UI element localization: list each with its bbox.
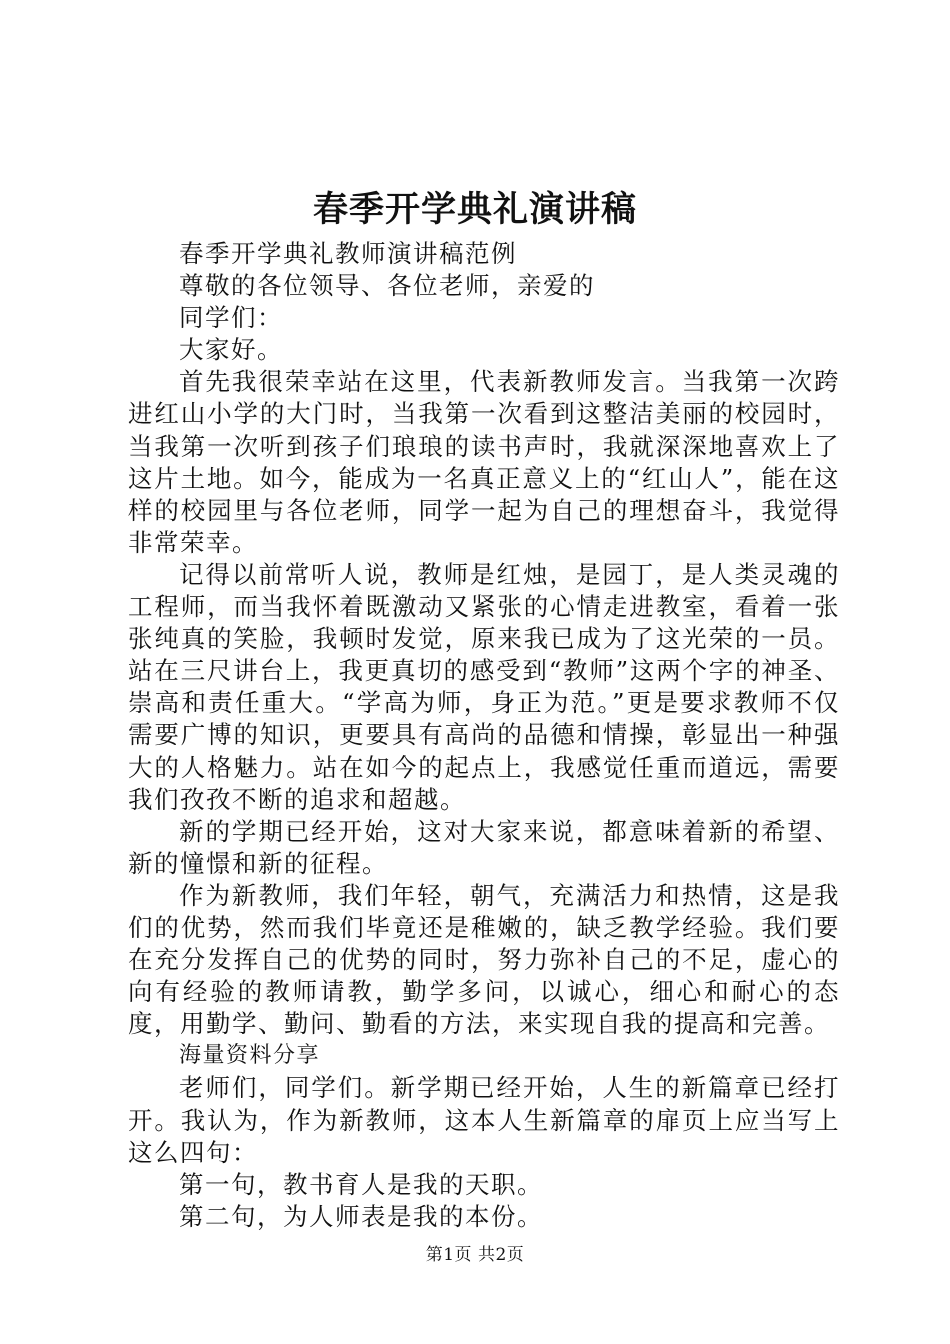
- page-footer: 第1页 共2页: [425, 1245, 525, 1265]
- paragraph-body: 首先我很荣幸站在这里，代表新教师发言。当我第一次跨进红山小学的大门时，当我第一次看到这整洁美丽的校园时，当我第一次听到孩子们琅琅的读书声时，我就深深地喜欢上了这片土地。如今，能成为一名真正意义上的“红山人”，能在这样的校园里与各位老师，同学一起为自己的理想奋斗，我觉得非常荣幸。: [128, 367, 840, 557]
- paragraph-salutation-cont: 同学们：: [179, 303, 283, 333]
- document-body: [128, 238, 840, 1233]
- paragraph-body: 老师们，同学们。新学期已经开始，人生的新篇章已经打开。我认为，作为新教师，这本人生新篇章的扉页上应当写上这么四句：: [128, 1073, 840, 1167]
- paragraph-greeting: 大家好。: [179, 335, 283, 365]
- paragraph-item: 第一句，教书育人是我的天职。: [179, 1169, 543, 1199]
- paragraph-body: 记得以前常听人说，教师是红烛，是园丁，是人类灵魂的工程师，而当我怀着既激动又紧张的心情走进教室，看着一张张纯真的笑脸，我顿时发觉，原来我已成为了这光荣的一员。站在三尺讲台上，我更真切的感受到“教师”这两个字的神圣、崇高和责任重大。“学高为师，身正为范。”更是要求教师不仅需要广博的知识，更要具有高尚的品德和情操，彰显出一种强大的人格魅力。站在如今的起点上，我感觉任重而道远，需要我们孜孜不断的追求和超越。: [128, 559, 840, 814]
- paragraph-item: 第二句，为人师表是我的本份。: [179, 1201, 543, 1231]
- paragraph-salutation: 尊敬的各位领导、各位老师，亲爱的: [179, 271, 595, 301]
- document-title: 春季开学典礼演讲稿: [312, 189, 637, 230]
- paragraph-body: 新的学期已经开始，这对大家来说，都意味着新的希望、新的憧憬和新的征程。: [128, 816, 840, 878]
- paragraph-share-note: 海量资料分享: [179, 1043, 321, 1069]
- paragraph-body: 作为新教师，我们年轻，朝气，充满活力和热情，这是我们的优势，然而我们毕竟还是稚嫩的，缺乏教学经验。我们要在充分发挥自己的优势的同时，努力弥补自己的不足，虚心的向有经验的教师请教，勤学多问，以诚心，细心和耐心的态度，用勤学、勤问、勤看的方法，来实现自我的提高和完善。: [128, 880, 840, 1039]
- paragraph-subtitle: 春季开学典礼教师演讲稿范例: [179, 239, 517, 268]
